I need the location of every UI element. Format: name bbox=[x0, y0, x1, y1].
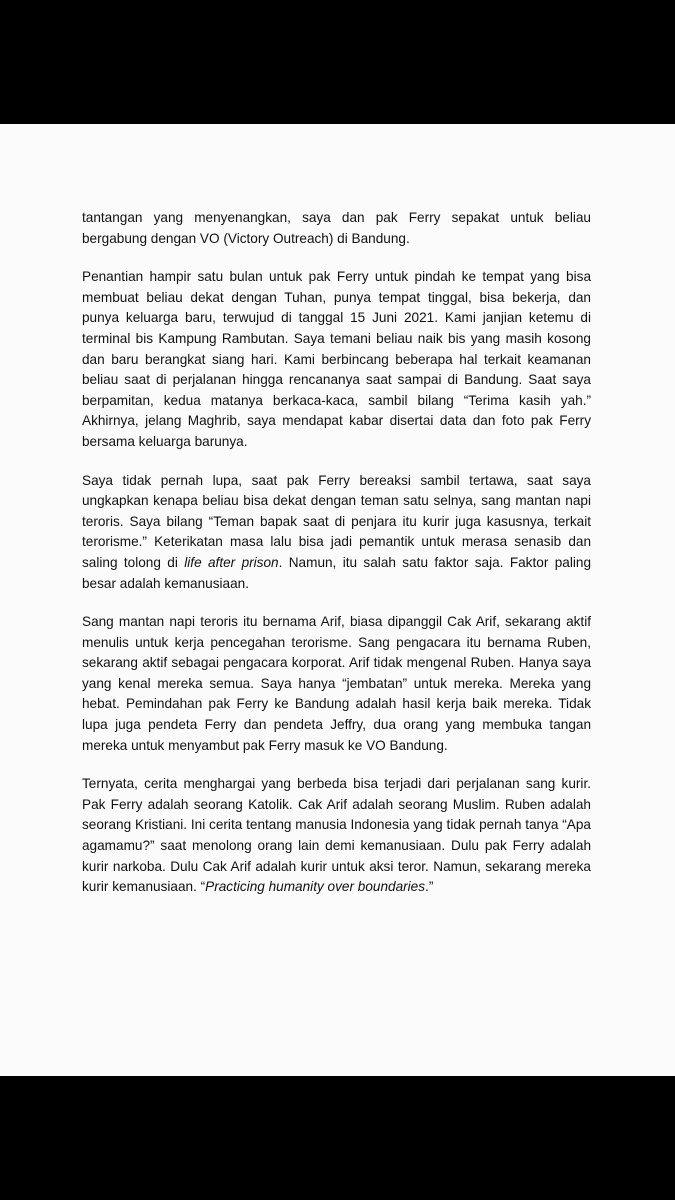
text-run: Saya tidak pernah lupa, saat pak Ferry bereaksi sambil tertawa, saat saya ungkapkan kenapa beliau bisa dekat dengan teman satu selnya, sang mantan napi teroris. Saya bilang “Teman bapak saat di penjara itu kurir juga kasusnya, terkait terorisme.” Keterikatan masa lalu bisa jadi pemantik untuk merasa senasib dan saling tolong di bbox=[82, 472, 591, 570]
document-body bbox=[82, 208, 591, 916]
text-run: . Namun, itu salah satu faktor saja. Faktor paling besar adalah kemanusiaan. bbox=[82, 554, 591, 591]
paragraph-1 bbox=[82, 208, 591, 249]
text-run: Penantian hampir satu bulan untuk pak Ferry untuk pindah ke tempat yang bisa membuat beliau dekat dengan Tuhan, punya tempat tinggal, bisa bekerja, dan punya keluarga baru, terwujud di tanggal 15 Juni 2021. Kami janjian ketemu di terminal bis Kampung Rambutan. Saya temani beliau naik bis yang masih kosong dan baru berangkat siang hari. Kami berbincang beberapa hal terkait keamanan beliau saat di perjalanan hingga rencananya saat sampai di Bandung. Saat saya berpamitan, kedua matanya berkaca-kaca, sambil bilang “Terima kasih yah.” Akhirnya, jelang Maghrib, saya mendapat kabar disertai data dan foto pak Ferry bersama keluarga barunya. bbox=[82, 269, 591, 449]
text-run: .” bbox=[425, 879, 434, 895]
italic-phrase: life after prison bbox=[184, 554, 279, 570]
paragraph-4 bbox=[82, 612, 591, 756]
paragraph-2 bbox=[82, 267, 591, 452]
paragraph-5 bbox=[82, 774, 591, 898]
paragraph-3 bbox=[82, 471, 591, 595]
text-run: Sang mantan napi teroris itu bernama Arif, biasa dipanggil Cak Arif, sekarang aktif menulis untuk kerja pencegahan terorisme. Sang pengacara itu bernama Ruben, sekarang aktif sebagai pengacara korporat. Arif tidak mengenal Ruben. Hanya saya yang kenal mereka semua. Saya hanya “jembatan” untuk mereka. Mereka yang hebat. Pemindahan pak Ferry ke Bandung adalah hasil kerja baik mereka. Tidak lupa juga pendeta Ferry dan pendeta Jeffry, dua orang yang membuka tangan mereka untuk menyambut pak Ferry masuk ke VO Bandung. bbox=[82, 614, 591, 753]
italic-phrase: Practicing humanity over boundaries bbox=[205, 879, 426, 895]
text-run: Ternyata, cerita menghargai yang berbeda bisa terjadi dari perjalanan sang kurir. Pak Ferry adalah seorang Katolik. Cak Arif adalah seorang Muslim. Ruben adalah seorang Kristiani. Ini cerita tentang manusia Indonesia yang tidak pernah tanya “Apa agamamu?” saat menolong orang lain demi kemanusiaan. Dulu pak Ferry adalah kurir narkoba. Dulu Cak Arif adalah kurir untuk aksi teror. Namun, sekarang mereka kurir kemanusiaan. “ bbox=[82, 776, 591, 895]
text-run: tantangan yang menyenangkan, saya dan pak Ferry sepakat untuk beliau bergabung dengan VO (Victory Outreach) di Bandung. bbox=[82, 210, 591, 246]
document-page bbox=[0, 124, 675, 1076]
